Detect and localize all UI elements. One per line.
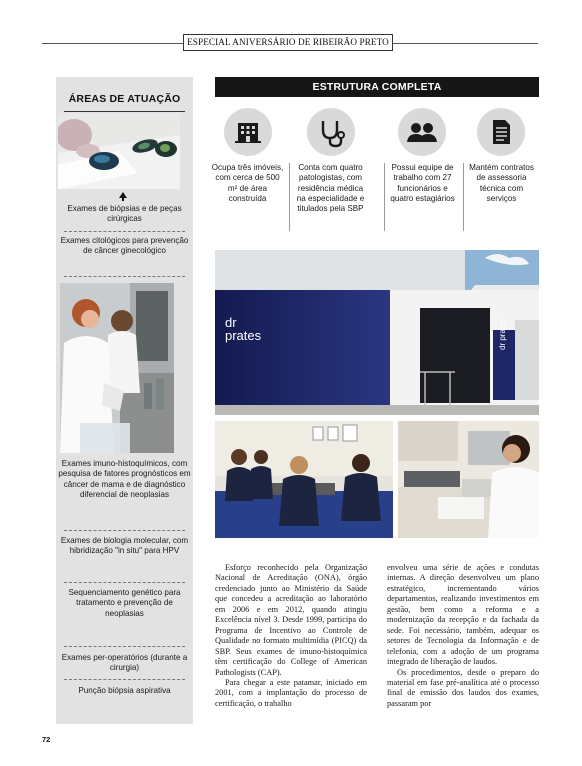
sidebar-title: ÁREAS DE ATUAÇÃO	[68, 93, 181, 105]
feature-text-contratos: Mantém contratos de assessoria técnica com serviços	[469, 163, 534, 203]
area-item-imuno: Exames imuno-histoquímicos, com pesquisa de fatores prognósticos em câncer de mama e de diagnóstico diferencial de neoplasias	[58, 459, 191, 500]
article-paragraph: Para chegar a este patamar, iniciado em 2001, com a implantação do processo de certificação, o trabalho	[215, 677, 367, 708]
feature-text-equipe: Possui equipe de trabalho com 27 funcionários e quatro estagiários	[390, 163, 455, 203]
building-logo: dr prates	[225, 315, 262, 343]
article-paragraph: envolveu uma série de ações e condutas internas. A direção desenvolveu um plano estratégico, incrementando vários departamentos, realizando investimentos em gestão, bem como a reforma e a modernização da recepção e da fachada da sede. Foi necessário, também, adequar os setores de Tecnologia da Informação e de telefonia, com a adoção de um programa integrado de liberação de laudos.	[387, 563, 539, 667]
area-item-puncao: Punção biópsia aspirativa	[78, 686, 171, 695]
article-paragraph: Esforço reconhecido pela Organização Nacional de Acreditação (ONA), órgão credenciado junto ao Ministério da Saúde que concedeu a acreditação ao laboratório em 2006 e em 2012, quando atingiu Excelência nível 3. Desde 1999, participa do Programa de Incentivo ao Controle de Qualidade no formato multimídia (PICQ) da SBP. Seus exames de imuno-histoquímica têm certificação do College of American Pathologists (CAP).	[215, 563, 367, 677]
article-paragraph: Os procedimentos, desde o preparo do material em fase pré-analítica até o processo final de emissão dos laudos dos exames, passaram por	[387, 667, 539, 708]
feature-text-patologistas: Conta com quatro patologistas, com residência médica na especialidade e titulados pela SBP	[296, 163, 365, 214]
team-icon	[398, 108, 446, 156]
sidebar-title-rule	[64, 111, 185, 112]
document-icon	[477, 108, 525, 156]
area-item-sequenciamento: Sequenciamento genético para tratamento e prevenção de neoplasias	[68, 588, 181, 618]
area-item-per-operatorios: Exames per-operatórios (durante a cirurgia)	[61, 653, 188, 673]
area-item-biopsias: Exames de biópsias e de peças cirúrgicas	[67, 204, 182, 224]
tissue-samples-photo	[58, 113, 180, 189]
lab-microscope-photo	[398, 421, 539, 538]
stethoscope-icon	[307, 108, 355, 156]
article-column-2	[387, 563, 539, 709]
article-column-1	[215, 563, 367, 709]
feature-text-area: Ocupa três imóveis, com cerca de 500 m² de área construída	[211, 163, 284, 203]
building-facade-photo	[215, 250, 539, 415]
section-banner: ESTRUTURA COMPLETA	[215, 77, 539, 97]
section-header: ESPECIAL ANIVERSÁRIO DE RIBEIRÃO PRETO	[183, 34, 393, 51]
building-side-logo: dr prates	[498, 318, 507, 350]
area-item-citologicos: Exames citológicos para prevenção de câncer ginecológico	[60, 236, 189, 256]
sidebar-areas	[56, 77, 193, 724]
lab-workers-photo	[60, 283, 174, 453]
building-icon	[224, 108, 272, 156]
reception-staff-photo	[215, 421, 393, 538]
page-number: 72	[42, 735, 51, 744]
area-item-biologia-molecular: Exames de biologia molecular, com hibridização "in situ" para HPV	[60, 536, 189, 556]
